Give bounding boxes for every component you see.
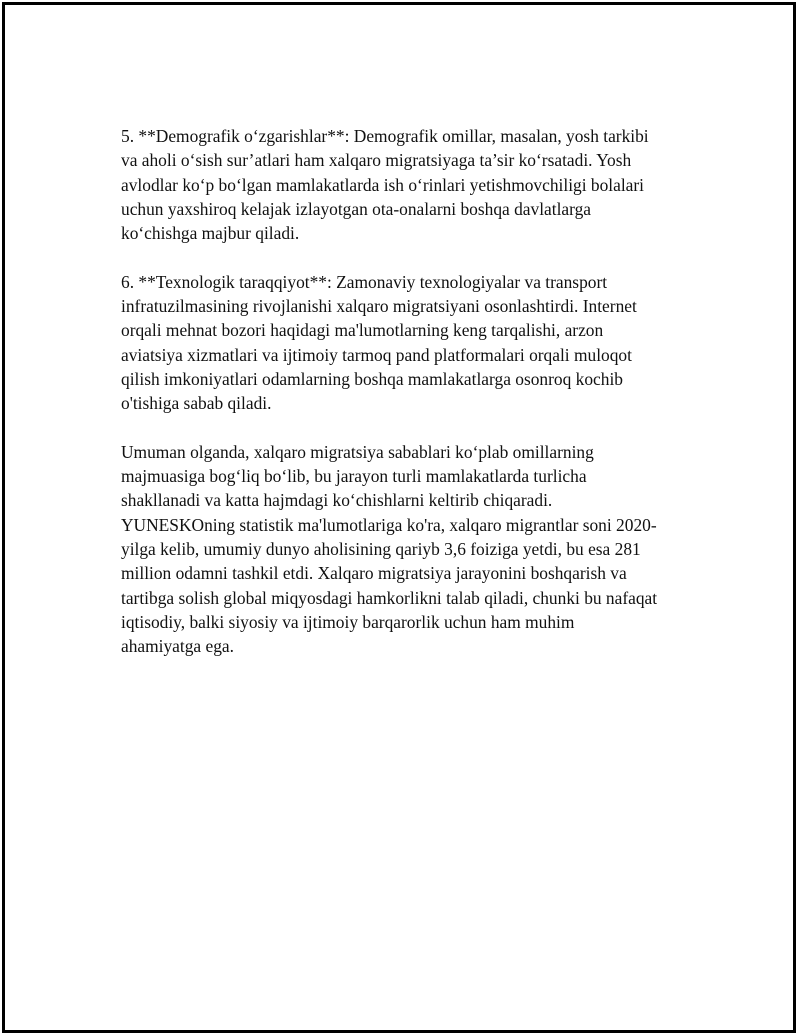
text-line: Umuman olganda, xalqaro migratsiya sabablari ko‘plab omillarning bbox=[121, 441, 594, 462]
page-frame bbox=[2, 2, 796, 1033]
paragraph-demographic-changes bbox=[121, 124, 696, 245]
text-line: ahamiyatga ega. bbox=[121, 636, 234, 657]
text-line: iqtisodiy, balki siyosiy va ijtimoiy barqarorlik uchun ham muhim bbox=[121, 611, 575, 632]
text-line: 6. **Texnologik taraqqiyot**: Zamonaviy texnologiyalar va transport bbox=[121, 271, 608, 292]
text-line: ko‘chishga majbur qiladi. bbox=[121, 223, 300, 244]
text-line: majmuasiga bog‘liq bo‘lib, bu jarayon turli mamlakatlarda turlicha bbox=[121, 466, 587, 487]
text-line: uchun yaxshiroq kelajak izlayotgan ota-onalarni boshqa davlatlarga bbox=[121, 198, 592, 219]
paragraph-technological-progress bbox=[121, 270, 696, 416]
text-line: 5. **Demografik o‘zgarishlar**: Demografik omillar, masalan, yosh tarkibi bbox=[121, 126, 649, 146]
text-line: yilga kelib, umumiy dunyo aholisining qariyb 3,6 foiziga yetdi, bu esa 281 bbox=[121, 539, 641, 560]
text-line: YUNESKOning statistik ma'lumotlariga ko'ra, xalqaro migrantlar soni 2020- bbox=[121, 514, 657, 535]
text-line: o'tishiga sabab qiladi. bbox=[121, 393, 272, 414]
text-line: avlodlar ko‘p bo‘lgan mamlakatlarda ish o‘rinlari yetishmovchiligi bolalari bbox=[121, 174, 645, 195]
text-line: tartibga solish global miqyosdagi hamkorlikni talab qiladi, chunki bu nafaqat bbox=[121, 587, 658, 608]
text-line: million odamni tashkil etdi. Xalqaro migratsiya jarayonini boshqarish va bbox=[121, 563, 627, 584]
text-line: qilish imkoniyatlari odamlarning boshqa mamlakatlarga osonroq kochib bbox=[121, 368, 623, 389]
text-line: infratuzilmasining rivojlanishi xalqaro migratsiyani osonlashtirdi. Internet bbox=[121, 296, 637, 317]
text-line: orqali mehnat bozori haqidagi ma'lumotlarning keng tarqalishi, arzon bbox=[121, 320, 604, 341]
text-line: va aholi o‘sish sur’atlari ham xalqaro migratsiyaga ta’sir ko‘rsatadi. Yosh bbox=[121, 150, 632, 171]
text-line: aviatsiya xizmatlari va ijtimoiy tarmoq pand platformalari orqali muloqot bbox=[121, 344, 632, 365]
paragraph-conclusion bbox=[121, 440, 696, 659]
text-line: shakllanadi va katta hajmdagi ko‘chishlarni keltirib chiqaradi. bbox=[121, 490, 553, 511]
document-body bbox=[121, 124, 696, 683]
